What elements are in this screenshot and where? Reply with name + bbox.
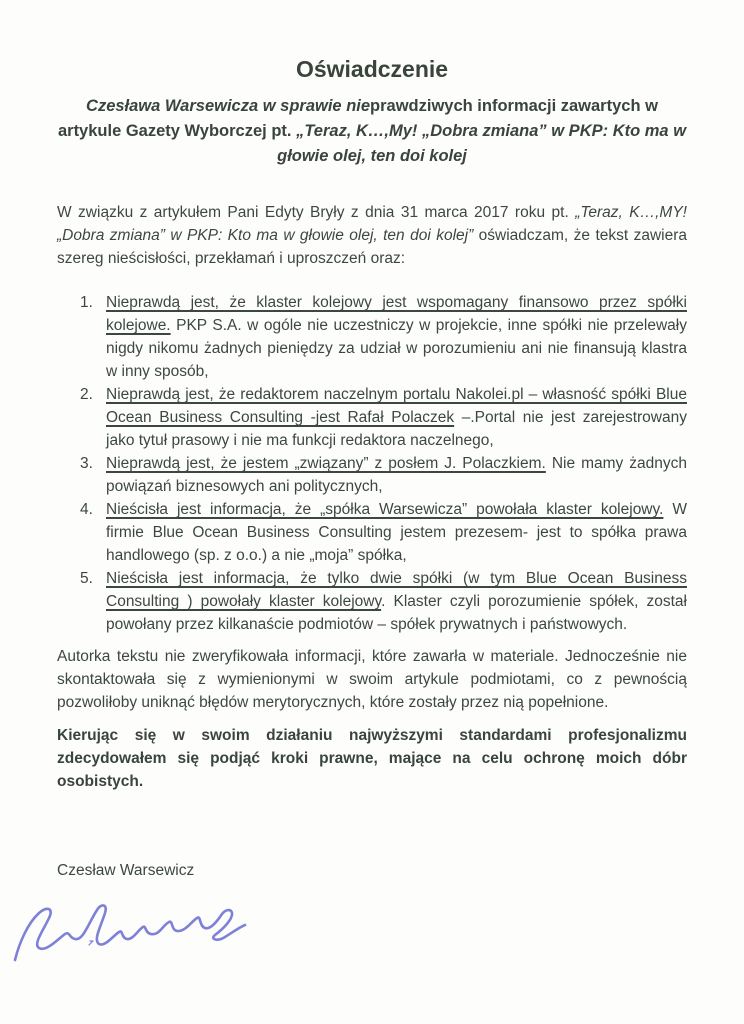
handwritten-signature (9, 884, 249, 964)
list-item-5-underlined: Nieścisła jest informacja, że tylko dwie spółki (w tym Blue Ocean Business Consulting ) powołały klaster kolejowy (106, 570, 687, 610)
legal-action-paragraph: Kierując się w swoim działaniu najwyższymi standardami profesjonalizmu zdecydowałem się podjąć kroki prawne, mające na celu ochronę moich dóbr osobistych. (57, 727, 687, 790)
list-item-5-text (106, 567, 687, 636)
list-item-4 (80, 498, 687, 567)
list-item-2-text (106, 383, 687, 452)
list-item-5-number: 5. (80, 570, 93, 587)
subtitle-segment-upright: prawdziwych informacji zawartych w artykule Gazety Wyborczej pt. (57, 97, 658, 140)
list-item-3-rest: Nie mamy żadnych powiązań biznesowych ani politycznych, (106, 455, 687, 495)
list-item-1 (80, 291, 687, 383)
document-title: Oświadczenie (295, 56, 449, 82)
subtitle-segment-italic-1: Czesława Warsewicza w sprawie nie (86, 97, 371, 115)
list-item-4-number: 4. (80, 501, 93, 518)
intro-paragraph (57, 201, 687, 270)
signer-name: Czesław Warsewicz (57, 862, 195, 879)
closing-paragraph: Autorka tekstu nie zweryfikowała informacji, które zawarła w materiale. Jednocześnie nie skontaktowała się z wymienionymi w swoim artykule podmiotami, co z pewnością pozwoliłoby uniknąć błędów merytorycznych, które zostały przez nią popełnione. (57, 648, 687, 711)
subtitle-segment-italic-2: „Teraz, K…,My! „Dobra zmiana” w PKP: Kto ma w głowie olej, ten doi kolej (277, 122, 687, 165)
signature-stroke (15, 905, 245, 960)
intro-article-title: „Teraz, K…,MY! „Dobra zmiana” w PKP: Kto ma w głowie olej, ten doi kolej” (57, 204, 687, 244)
list-item-1-number: 1. (80, 294, 93, 311)
list-item-5 (80, 567, 687, 636)
list-item-4-text (106, 498, 687, 567)
signature-ink-icon (9, 884, 249, 964)
list-item-2-underlined: Nieprawdą jest, że redaktorem naczelnym portalu Nakolei.pl – własność spółki Blue Ocean Business Consulting -jest Rafał Polaczek (106, 386, 687, 426)
list-item-3-number: 3. (80, 455, 93, 472)
intro-post: oświadczam, że tekst zawiera szereg nieścisłości, przekłamań i uproszczeń oraz: (57, 227, 687, 267)
list-item-2 (80, 383, 687, 452)
list-item-3-text (106, 452, 687, 498)
intro-pre: W związku z artykułem Pani Edyty Bryły z dnia 31 marca 2017 roku pt. (57, 204, 576, 221)
document-subtitle (57, 94, 687, 169)
list-item-4-underlined: Nieścisła jest informacja, że „spółka Warsewicza” powołała klaster kolejowy. (106, 501, 664, 518)
list-item-1-text (106, 291, 687, 383)
list-item-4-rest: W firmie Blue Ocean Business Consulting jestem prezesem- jest to spółka prawa handlowego (sp. z o.o.) a nie „moja” spółka, (106, 501, 687, 564)
stray-ink-mark-icon (88, 939, 94, 947)
list-item-1-rest: PKP S.A. w ogóle nie uczestniczy w projekcie, inne spółki nie przelewały nigdy nikomu żadnych pieniędzy za udział w porozumieniu ani nie finansują klastra w inny sposób, (106, 317, 687, 380)
numbered-statement-list (57, 291, 687, 636)
list-item-1-underlined: Nieprawdą jest, że klaster kolejowy jest wspomagany finansowo przez spółki kolejowe. (106, 294, 687, 334)
list-item-2-number: 2. (80, 386, 93, 403)
list-item-3 (80, 452, 687, 498)
list-item-2-rest: –.Portal nie jest zarejestrowany jako tytuł prasowy i nie ma funkcji redaktora naczelnego, (106, 409, 687, 449)
list-item-5-rest: . Klaster czyli porozumienie spółek, został powołany przez kilkanaście podmiotów – spółek prywatnych i państwowych. (106, 593, 687, 633)
stray-ink-stroke (89, 941, 93, 945)
list-item-3-underlined: Nieprawdą jest, że jestem „związany” z posłem J. Polaczkiem. (106, 455, 546, 472)
